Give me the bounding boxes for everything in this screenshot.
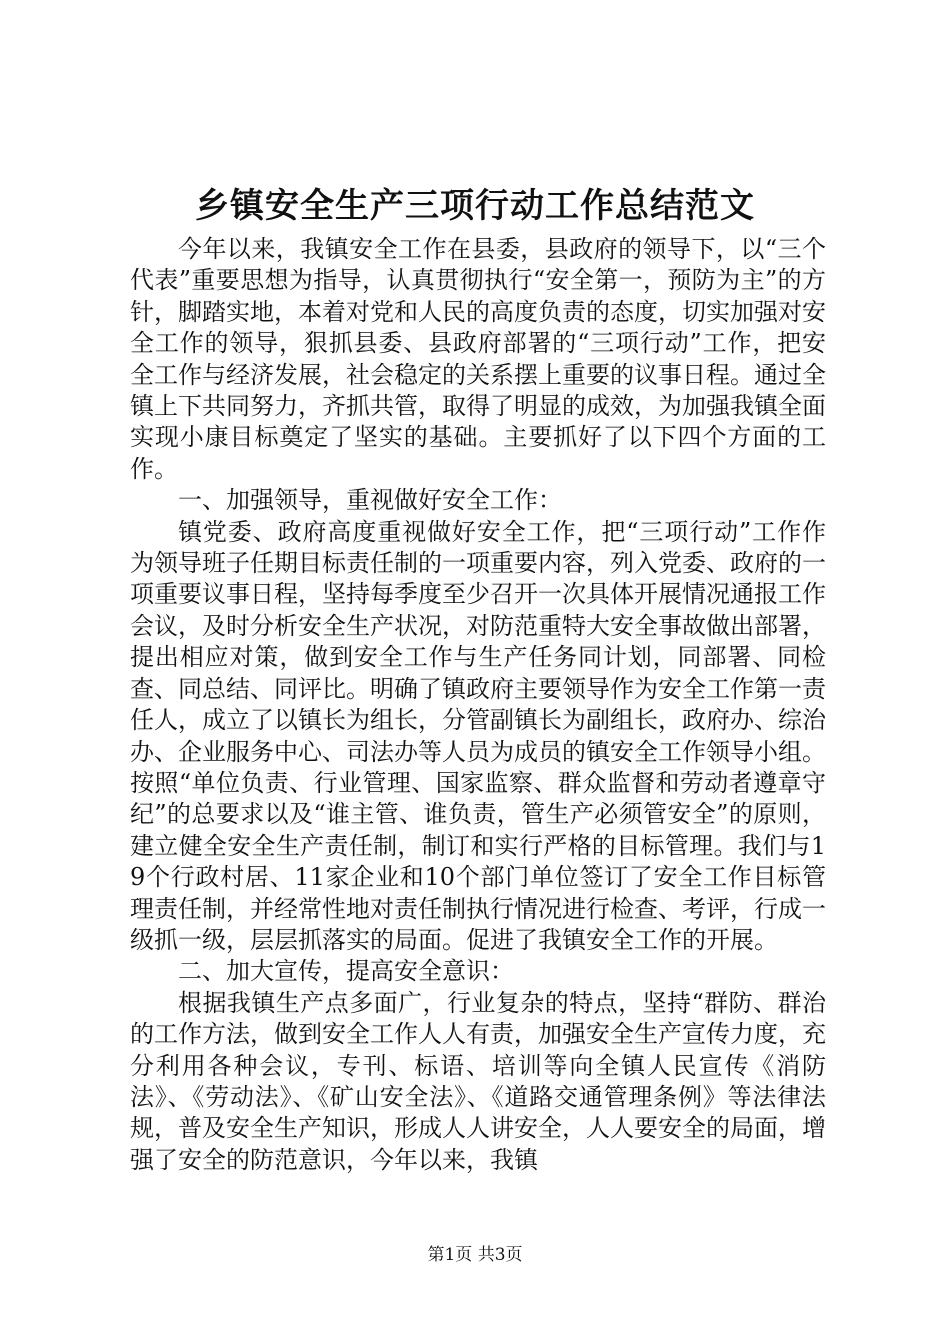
document-body	[130, 234, 826, 1176]
document-title: 乡镇安全生产三项行动工作总结范文	[195, 186, 755, 226]
body-paragraph: 根据我镇生产点多面广，行业复杂的特点，坚持“群防、群治的工作方法，做到安全工作人人有责，加强安全生产宣传力度，充分利用各种会议，专刊、标语、培训等向全镇人民宣传《消防法》、《劳动法》、《矿山安全法》、《道路交通管理条例》等法律法规，普及安全生产知识，形成人人讲安全，人人要安全的局面，增强了安全的防范意识，今年以来，我镇	[130, 988, 826, 1174]
section-heading: 二、加大宣传，提高安全意识：	[178, 957, 514, 986]
body-paragraph: 今年以来，我镇安全工作在县委，县政府的领导下，以“三个代表”重要思想为指导，认真贯彻执行“安全第一，预防为主”的方针，脚踏实地，本着对党和人民的高度负责的态度，切实加强对安全工作的领导，狠抓县委、县政府部署的“三项行动”工作，把安全工作与经济发展，社会稳定的关系摆上重要的议事日程。通过全镇上下共同努力，齐抓共管，取得了明显的成效，为加强我镇全面实现小康目标奠定了坚实的基础。主要抓好了以下四个方面的工作。	[130, 235, 826, 483]
page-footer: 第1页 共3页	[427, 1245, 523, 1265]
body-paragraph: 镇党委、政府高度重视做好安全工作，把“三项行动”工作作为领导班子任期目标责任制的一项重要内容，列入党委、政府的一项重要议事日程，坚持每季度至少召开一次具体开展情况通报工作会议，及时分析安全生产状况，对防范重特大安全事故做出部署，提出相应对策，做到安全工作与生产任务同计划，同部署、同检查、同总结、同评比。明确了镇政府主要领导作为安全工作第一责任人，成立了以镇长为组长，分管副镇长为副组长，政府办、综治办、企业服务中心、司法办等人员为成员的镇安全工作领导小组。按照“单位负责、行业管理、国家监察、群众监督和劳动者遵章守纪”的总要求以及“谁主管、谁负责，管生产必须管安全”的原则，建立健全安全生产责任制，制订和实行严格的目标管理。我们与19个行政村居、11家企业和10个部门单位签订了安全工作目标管理责任制，并经常性地对责任制执行情况进行检查、考评，行成一级抓一级，层层抓落实的局面。促进了我镇安全工作的开展。	[130, 517, 826, 954]
section-heading: 一、加强领导，重视做好安全工作：	[178, 486, 562, 515]
